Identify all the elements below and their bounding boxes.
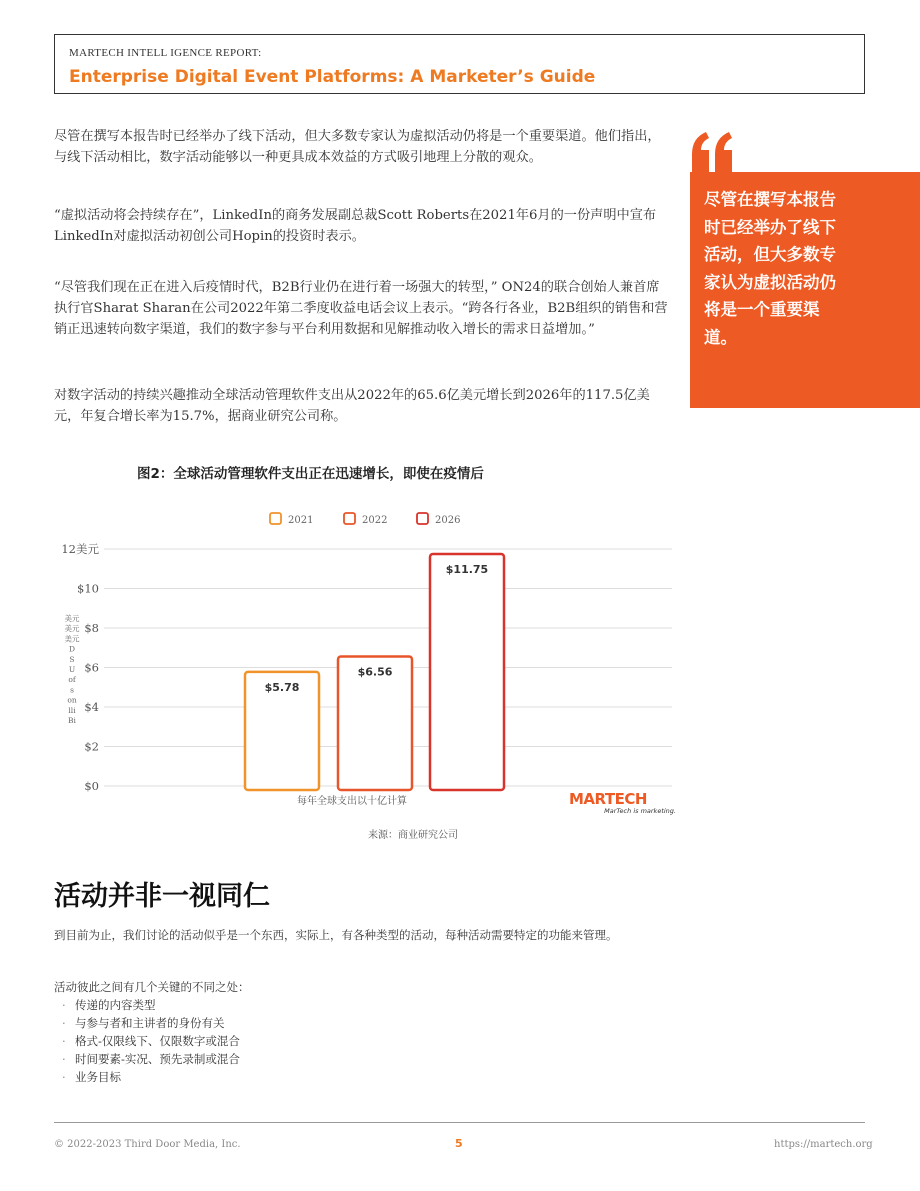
footer-url[interactable]: https://martech.org [774,1139,873,1150]
legend-label: 2021 [288,515,314,526]
list-item: · 业务目标 [62,1068,240,1086]
y-tick-label: $4 [84,700,99,714]
section-intro: 到目前为止，我们讨论的活动似乎是一个东西，实际上，有各种类型的活动，每种活动需要特定的功能来管理。 [54,928,618,942]
report-header [54,34,865,94]
y-axis-label-part: 美元 [64,634,80,644]
differences-list [62,996,240,1086]
list-item: · 与参与者和主讲者的身份有关 [62,1014,240,1032]
page-number: 5 [455,1137,463,1150]
y-tick-label: $10 [77,581,99,596]
pullquote-text: 尽管在撰写本报告时已经举办了线下活动，但大多数专家认为虚拟活动仍将是一个重要渠道。 [704,190,836,347]
martech-logo [569,790,676,815]
y-axis-label-part: 美元 [64,614,80,623]
pullquote-box [690,172,920,408]
y-tick-label: $6 [84,660,99,675]
paragraph-4: 对数字活动的持续兴趣推动全球活动管理软件支出从2022年的65.6亿美元增长到2026年的117.5亿美元，年复合增长率为15.7%，据商业研究公司称。 [54,388,650,424]
y-axis-label-part: 美元 [64,624,80,634]
martech-logo-text: MARTECH [569,790,647,808]
footer-copyright: © 2022-2023 Third Door Media, Inc. [54,1139,241,1150]
y-axis-label-part: on [67,695,77,705]
bar-value-label: $5.78 [264,680,300,694]
paragraph-2: “虚拟活动将会持续存在”，LinkedIn的商务发展副总裁Scott Roberts在2021年6月的一份声明中宣布LinkedIn对虚拟活动初创公司Hopin的投资时表示。 [54,208,657,244]
report-title: Enterprise Digital Event Platforms: A Marketer’s Guide [69,67,596,87]
x-axis-label: 每年全球支出以十亿计算 [297,796,407,807]
y-axis-label-part: U [68,665,76,674]
martech-logo-tagline: MarTech is marketing. [604,807,676,815]
y-axis-label-part: S [69,654,75,664]
bar-value-label: $6.56 [357,665,393,679]
y-axis-label-part: s [70,685,74,695]
legend-swatch [344,513,355,524]
list-intro: 活动彼此之间有几个关键的不同之处： [54,980,250,994]
figure-source: 来源：商业研究公司 [368,830,458,841]
legend-swatch [270,513,281,524]
quote-mark-icon [690,128,740,178]
bar-2026 [430,554,504,790]
y-axis-label [65,613,80,725]
bar-value-label: $11.75 [445,562,489,576]
list-item: · 时间要素-实况、预先录制或混合 [62,1050,240,1068]
figure-title: 图2：全球活动管理软件支出正在迅速增长，即使在疫情后 [137,466,484,482]
list-item: · 传递的内容类型 [62,996,240,1014]
y-tick-label: $0 [84,779,99,793]
y-axis-ticks [61,542,99,793]
footer-divider [54,1122,865,1123]
paragraph-1: 尽管在撰写本报告时已经举办了线下活动，但大多数专家认为虚拟活动仍将是一个重要渠道。他们指出，与线下活动相比，数字活动能够以一种更具成本效益的方式吸引地理上分散的观众。 [54,129,661,165]
y-axis-label-part: D [68,644,76,654]
list-item: · 格式-仅限线下、仅限数字或混合 [62,1032,240,1050]
chart-legend [270,513,460,526]
y-tick-label: $2 [84,739,99,754]
legend-label: 2026 [435,515,461,526]
bar-chart [54,500,694,820]
y-tick-label: 12美元 [61,542,99,556]
section-heading: 活动并非一视同仁 [54,881,270,912]
legend-label: 2022 [362,515,388,526]
report-kicker: MARTECH INTELL IGENCE REPORT: [69,47,262,59]
y-axis-label-part: Bi [68,716,76,725]
y-axis-label-part: lli [68,705,76,715]
paragraph-3: “尽管我们现在正在进入后疫情时代，B2B行业仍在进行着一场强大的转型，” ON24的联合创始人兼首席执行官Sharat Sharan在公司2022年第二季度收益电话会议上表示。“跨各行各业，B2B组织的销售和营销正迅速转向数字渠道，我们的数字参与平台利用数据和见解推动收入增长的需求日益增加。” [54,280,668,337]
y-axis-label-part: of [68,675,76,685]
chart-bars [245,554,504,790]
y-tick-label: $8 [84,621,99,635]
legend-swatch [417,513,428,524]
